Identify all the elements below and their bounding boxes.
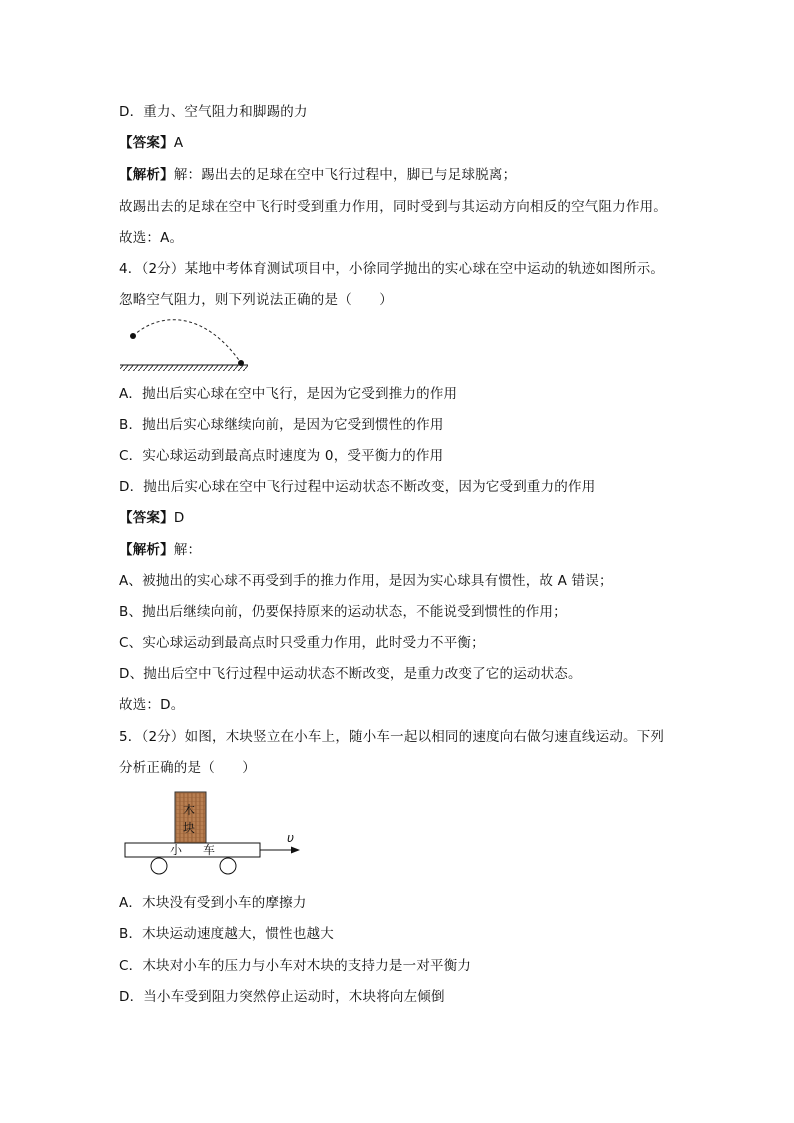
block-label-char2: 块 <box>183 821 196 835</box>
q3-analysis-line1: 解：踢出去的足球在空中飞行过程中，脚已与足球脱离； <box>173 167 517 183</box>
trajectory-curve <box>133 320 241 363</box>
answer-tag: 【答案】 <box>119 135 174 151</box>
analysis-tag: 【解析】 <box>119 167 174 183</box>
velocity-arrowhead <box>291 847 300 854</box>
q5-option-d: D．当小车受到阻力突然停止运动时，木块将向左倾倒 <box>119 989 445 1005</box>
q4-answer: D <box>173 510 185 526</box>
cart-label-char1: 小 <box>170 843 183 857</box>
q4-analysis-c: C、实心球运动到最高点时只受重力作用，此时受力不平衡； <box>119 635 485 651</box>
answer-tag: 【答案】 <box>119 510 174 526</box>
q5-stem-line1: 5．（2分）如图，木块竖立在小车上，随小车一起以相同的速度向右做匀速直线运动。下列 <box>119 729 665 745</box>
q4-analysis-a: A、被抛出的实心球不再受到手的推力作用，是因为实心球具有惯性，故 A 错误； <box>119 573 613 589</box>
q4-analysis-b: B、抛出后继续向前，仍要保持原来的运动状态，不能说受到惯性的作用； <box>119 604 567 620</box>
q3-analysis-row <box>119 165 516 185</box>
q5-option-a: A．木块没有受到小车的摩擦力 <box>119 895 307 911</box>
cart-wheel-left <box>151 858 167 874</box>
cart-wheel-right <box>220 858 236 874</box>
q4-option-a: A．抛出后实心球在空中飞行，是因为它受到推力的作用 <box>119 386 458 402</box>
q4-stem-line1: 4．（2分）某地中考体育测试项目中，小徐同学抛出的实心球在空中运动的轨迹如图所示。 <box>119 261 665 277</box>
q3-option-d: D．重力、空气阻力和脚踢的力 <box>119 104 308 120</box>
block-label-char1: 木 <box>183 803 196 817</box>
q3-analysis-line2: 故踢出去的足球在空中飞行时受到重力作用，同时受到与其运动方向相反的空气阻力作用。 <box>119 199 667 215</box>
q4-trajectory-figure <box>115 315 255 373</box>
q5-option-c: C．木块对小车的压力与小车对木块的支持力是一对平衡力 <box>119 958 472 974</box>
q3-conclusion: 故选：A。 <box>119 230 184 246</box>
cart-body <box>125 843 260 857</box>
q4-stem-line2: 忽略空气阻力，则下列说法正确的是（ ） <box>119 292 393 308</box>
q4-option-d: D．抛出后实心球在空中飞行过程中运动状态不断改变，因为它受到重力的作用 <box>119 479 596 495</box>
q4-option-c: C．实心球运动到最高点时速度为 0，受平衡力的作用 <box>119 448 444 464</box>
q4-analysis-row <box>119 540 201 560</box>
q3-answer: A <box>173 135 184 151</box>
cart-label-char2: 车 <box>203 843 216 857</box>
q4-option-b: B．抛出后实心球继续向前，是因为它受到惯性的作用 <box>119 417 444 433</box>
q5-cart-figure <box>120 788 310 878</box>
q5-stem-line2: 分析正确的是（ ） <box>119 760 256 776</box>
q3-answer-row <box>119 133 183 153</box>
q4-analysis-intro: 解： <box>173 542 202 558</box>
q4-answer-row <box>119 508 184 528</box>
ground-hatch <box>120 365 248 371</box>
q4-analysis-d: D、抛出后空中飞行过程中运动状态不断改变，是重力改变了它的运动状态。 <box>119 666 582 682</box>
analysis-tag: 【解析】 <box>119 542 174 558</box>
velocity-label: υ <box>287 831 294 845</box>
ball-start <box>130 333 136 339</box>
q5-option-b: B．木块运动速度越大，惯性也越大 <box>119 926 334 942</box>
q4-conclusion: 故选：D。 <box>119 697 185 713</box>
